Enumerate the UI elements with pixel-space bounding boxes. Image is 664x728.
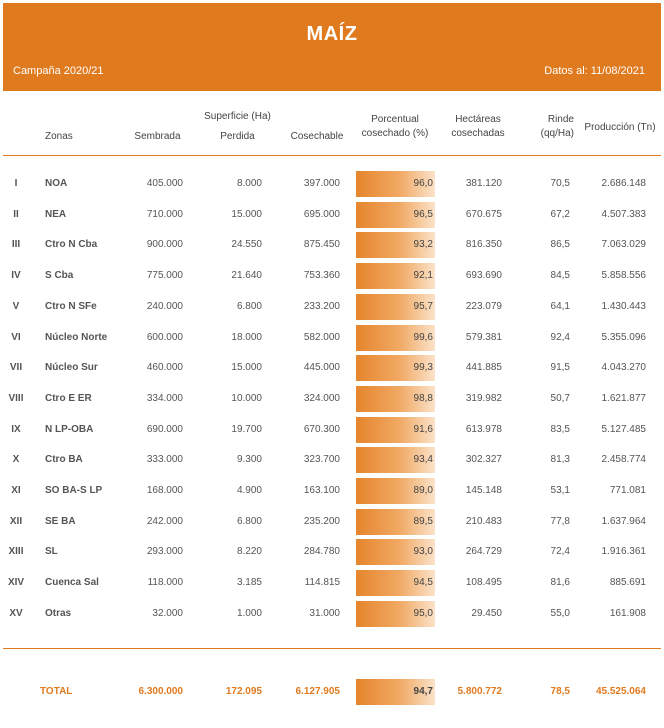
pct-bar <box>356 601 435 627</box>
produccion-value: 5.127.485 <box>601 424 646 435</box>
perdida-value: 4.900 <box>236 485 262 496</box>
produccion-value: 1.637.964 <box>601 516 646 527</box>
produccion-value: 1.430.443 <box>601 301 646 312</box>
zone-name: SE BA <box>45 516 76 527</box>
zone-name: Cuenca Sal <box>45 577 99 588</box>
table-row <box>0 570 664 596</box>
cosechable-value: 582.000 <box>303 332 340 343</box>
sembrada-value: 900.000 <box>146 239 183 250</box>
produccion-value: 5.858.556 <box>601 270 646 281</box>
zone-name: Ctro N Cba <box>45 239 98 250</box>
hectareas-value: 381.120 <box>465 178 502 189</box>
produccion-value: 161.908 <box>609 608 646 619</box>
zone-name: Núcleo Sur <box>45 362 98 373</box>
pct-value: 92,1 <box>413 270 433 281</box>
pct-bar <box>356 386 435 412</box>
hectareas-value: 693.690 <box>465 270 502 281</box>
perdida-value: 15.000 <box>231 209 262 220</box>
zone-number: IV <box>11 270 21 281</box>
pct-bar <box>356 509 435 535</box>
zone-name: N LP-OBA <box>45 424 94 435</box>
pct-bar <box>356 447 435 473</box>
produccion-value: 4.507.383 <box>601 209 646 220</box>
table-row <box>0 263 664 289</box>
data-date-label: Datos al: 11/08/2021 <box>544 65 645 77</box>
perdida-value: 21.640 <box>231 270 262 281</box>
pct-value: 96,5 <box>413 209 433 220</box>
perdida-value: 15.000 <box>231 362 262 373</box>
zone-name: Ctro E ER <box>45 393 92 404</box>
col-header-rinde-line1: Rinde <box>547 114 574 125</box>
col-header-hectareas-line2: cosechadas <box>451 128 505 139</box>
col-header-zonas: Zonas <box>45 131 73 142</box>
table-row <box>0 232 664 258</box>
pct-bar <box>356 539 435 565</box>
total-produccion: 45.525.064 <box>595 686 646 697</box>
cosechable-value: 235.200 <box>303 516 340 527</box>
col-header-porcentual <box>355 113 435 141</box>
rinde-value: 77,8 <box>550 516 570 527</box>
rinde-value: 92,4 <box>550 332 570 343</box>
cosechable-value: 324.000 <box>303 393 340 404</box>
cosechable-value: 233.200 <box>303 301 340 312</box>
produccion-value: 4.043.270 <box>601 362 646 373</box>
col-header-hectareas-line1: Hectáreas <box>455 114 501 125</box>
title-banner <box>3 3 661 91</box>
pct-bar <box>356 325 435 351</box>
produccion-value: 885.691 <box>609 577 646 588</box>
sembrada-value: 600.000 <box>146 332 183 343</box>
total-perdida: 172.095 <box>225 686 262 697</box>
col-header-perdida: Perdida <box>220 131 255 142</box>
zone-name: Ctro BA <box>45 454 83 465</box>
cosechable-value: 323.700 <box>303 454 340 465</box>
zone-number: VI <box>11 332 21 343</box>
sembrada-value: 775.000 <box>146 270 183 281</box>
zone-name: SL <box>45 546 58 557</box>
produccion-value: 2.686.148 <box>601 178 646 189</box>
col-header-sembrada: Sembrada <box>134 131 181 142</box>
col-header-cosechable: Cosechable <box>290 131 344 142</box>
pct-value: 95,7 <box>413 301 433 312</box>
perdida-value: 8.220 <box>236 546 262 557</box>
pct-bar <box>356 570 435 596</box>
cosechable-value: 875.450 <box>303 239 340 250</box>
zone-number: IX <box>11 424 21 435</box>
zone-number: I <box>14 178 18 189</box>
rinde-value: 91,5 <box>550 362 570 373</box>
cosechable-value: 163.100 <box>303 485 340 496</box>
produccion-value: 5.355.096 <box>601 332 646 343</box>
perdida-value: 18.000 <box>231 332 262 343</box>
hectareas-value: 319.982 <box>465 393 502 404</box>
table-row <box>0 509 664 535</box>
pct-value: 93,2 <box>413 239 433 250</box>
hectareas-value: 210.483 <box>465 516 502 527</box>
zone-name: S Cba <box>45 270 74 281</box>
perdida-value: 24.550 <box>231 239 262 250</box>
pct-value: 99,6 <box>413 332 433 343</box>
hectareas-value: 264.729 <box>465 546 502 557</box>
pct-value: 96,0 <box>413 178 433 189</box>
rinde-value: 50,7 <box>550 393 570 404</box>
table-row <box>0 417 664 443</box>
col-header-rinde <box>524 113 574 141</box>
total-label: TOTAL <box>40 686 73 697</box>
header-divider <box>3 155 661 156</box>
cosechable-value: 114.815 <box>304 577 340 588</box>
sembrada-value: 240.000 <box>146 301 183 312</box>
pct-value: 98,8 <box>413 393 433 404</box>
rinde-value: 84,5 <box>550 270 570 281</box>
hectareas-value: 145.148 <box>465 485 502 496</box>
cosechable-value: 445.000 <box>303 362 340 373</box>
table-row <box>0 171 664 197</box>
rinde-value: 72,4 <box>550 546 570 557</box>
pct-value: 89,0 <box>413 485 433 496</box>
cosechable-value: 753.360 <box>303 270 340 281</box>
perdida-value: 8.000 <box>236 178 262 189</box>
pct-bar <box>356 202 435 228</box>
table-row <box>0 539 664 565</box>
zone-name: Núcleo Norte <box>45 332 108 343</box>
sembrada-value: 242.000 <box>146 516 183 527</box>
rinde-value: 55,0 <box>550 608 570 619</box>
hectareas-value: 670.675 <box>465 209 502 220</box>
sembrada-value: 690.000 <box>146 424 183 435</box>
pct-bar <box>356 417 435 443</box>
pct-value: 91,6 <box>413 424 433 435</box>
cosechable-value: 397.000 <box>303 178 340 189</box>
hectareas-value: 29.450 <box>471 608 502 619</box>
zone-number: X <box>12 454 20 465</box>
zone-name: NEA <box>45 209 67 220</box>
total-hectareas: 5.800.772 <box>457 686 502 697</box>
table-row <box>0 478 664 504</box>
perdida-value: 3.185 <box>236 577 262 588</box>
zone-number: V <box>12 301 20 312</box>
hectareas-value: 223.079 <box>465 301 502 312</box>
table-row <box>0 386 664 412</box>
campaign-label: Campaña 2020/21 <box>13 65 104 77</box>
pct-value: 93,0 <box>413 546 433 557</box>
pct-bar <box>356 355 435 381</box>
rinde-value: 67,2 <box>550 209 570 220</box>
zone-number: II <box>13 209 19 220</box>
pct-bar <box>356 171 435 197</box>
sembrada-value: 293.000 <box>146 546 183 557</box>
pct-value: 94,5 <box>413 577 433 588</box>
zone-name: Ctro N SFe <box>45 301 97 312</box>
sembrada-value: 118.000 <box>147 577 183 588</box>
pct-value: 93,4 <box>413 454 433 465</box>
total-divider <box>3 648 661 649</box>
total-pct-bar <box>356 679 435 705</box>
pct-value: 99,3 <box>413 362 433 373</box>
sembrada-value: 32.000 <box>152 608 183 619</box>
total-pct-value: 94,7 <box>413 686 433 697</box>
sembrada-value: 334.000 <box>146 393 183 404</box>
perdida-value: 6.800 <box>236 301 262 312</box>
rinde-value: 64,1 <box>550 301 570 312</box>
pct-bar <box>356 232 435 258</box>
produccion-value: 7.063.029 <box>601 239 646 250</box>
sembrada-value: 405.000 <box>146 178 183 189</box>
col-header-porcentual-line1: Porcentual <box>371 114 419 125</box>
table-row <box>0 294 664 320</box>
produccion-value: 771.081 <box>609 485 646 496</box>
total-rinde: 78,5 <box>550 686 570 697</box>
produccion-value: 2.458.774 <box>601 454 646 465</box>
pct-value: 95,0 <box>413 608 433 619</box>
zone-number: XIV <box>7 577 25 588</box>
total-sembrada: 6.300.000 <box>138 686 183 697</box>
page-title: MAÍZ <box>306 23 358 45</box>
hectareas-value: 613.978 <box>465 424 502 435</box>
perdida-value: 19.700 <box>231 424 262 435</box>
pct-bar <box>356 478 435 504</box>
sembrada-value: 168.000 <box>146 485 183 496</box>
cosechable-value: 670.300 <box>303 424 340 435</box>
col-header-produccion: Producción (Tn) <box>584 122 656 133</box>
cosechable-value: 695.000 <box>303 209 340 220</box>
zone-number: VII <box>9 362 23 373</box>
zone-number: VIII <box>8 393 24 404</box>
cosechable-value: 284.780 <box>303 546 340 557</box>
total-row <box>0 679 664 705</box>
zone-number: XI <box>11 485 21 496</box>
rinde-value: 53,1 <box>550 485 570 496</box>
cosechable-value: 31.000 <box>309 608 340 619</box>
zone-number: XV <box>9 608 23 619</box>
pct-bar <box>356 263 435 289</box>
col-header-hectareas <box>440 113 516 141</box>
zone-number: XIII <box>8 546 24 557</box>
hectareas-value: 816.350 <box>465 239 502 250</box>
zone-name: SO BA-S LP <box>45 485 103 496</box>
pct-bar <box>356 294 435 320</box>
col-header-superficie: Superficie (Ha) <box>204 111 271 122</box>
table-row <box>0 601 664 627</box>
produccion-value: 1.621.877 <box>601 393 646 404</box>
hectareas-value: 108.495 <box>465 577 502 588</box>
pct-value: 89,5 <box>413 516 433 527</box>
rinde-value: 81,3 <box>550 454 570 465</box>
col-header-rinde-line2: (qq/Ha) <box>540 128 574 139</box>
perdida-value: 1.000 <box>236 608 262 619</box>
sembrada-value: 710.000 <box>146 209 183 220</box>
zone-name: NOA <box>45 178 68 189</box>
rinde-value: 86,5 <box>550 239 570 250</box>
sembrada-value: 333.000 <box>146 454 183 465</box>
table-row <box>0 202 664 228</box>
hectareas-value: 441.885 <box>465 362 502 373</box>
sembrada-value: 460.000 <box>146 362 183 373</box>
col-header-porcentual-line2: cosechado (%) <box>361 128 429 139</box>
perdida-value: 6.800 <box>236 516 262 527</box>
zone-number: III <box>11 239 21 250</box>
rinde-value: 83,5 <box>550 424 570 435</box>
table-row <box>0 447 664 473</box>
table-row <box>0 325 664 351</box>
perdida-value: 9.300 <box>236 454 262 465</box>
zone-name: Otras <box>45 608 72 619</box>
rinde-value: 70,5 <box>550 178 570 189</box>
hectareas-value: 579.381 <box>465 332 502 343</box>
produccion-value: 1.916.361 <box>601 546 646 557</box>
hectareas-value: 302.327 <box>465 454 502 465</box>
table-row <box>0 355 664 381</box>
perdida-value: 10.000 <box>231 393 262 404</box>
zone-number: XII <box>9 516 23 527</box>
rinde-value: 81,6 <box>550 577 570 588</box>
total-cosechable: 6.127.905 <box>295 686 340 697</box>
